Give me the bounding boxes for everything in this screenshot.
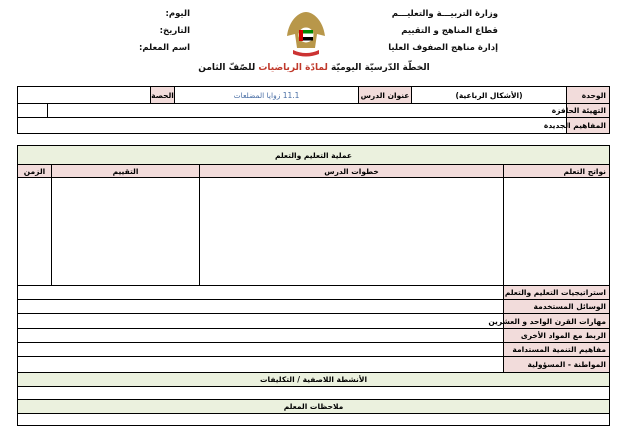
day-label: اليوم: xyxy=(165,9,190,19)
lesson-value[interactable]: 11.1 زوايا المضلعات xyxy=(174,86,359,104)
assessment-header: التقييم xyxy=(51,164,200,178)
time-header: الزمن xyxy=(17,164,52,178)
citizenship-value[interactable] xyxy=(17,356,504,373)
unit-value[interactable]: (الأشكال الرباعية) xyxy=(411,86,567,104)
notes-header: ملاحظات المعلم xyxy=(17,399,610,414)
ministry-header xyxy=(388,6,498,57)
notes-value[interactable] xyxy=(17,413,610,426)
title-subject: لمادّة الرياضيات xyxy=(255,63,328,73)
lesson-label: عنوان الدرس xyxy=(358,86,412,104)
steps-cell[interactable] xyxy=(199,177,504,286)
time-cell[interactable] xyxy=(17,177,52,286)
period-label: الحصة xyxy=(150,86,175,104)
sustainability-label: مفاهيم التنمية المستدامة xyxy=(503,342,610,357)
steps-header: خطوات الدرس xyxy=(199,164,504,178)
title-part: الخطّة الدّرسيّة اليوميّة xyxy=(327,63,430,73)
meta-fields xyxy=(139,6,190,57)
citizenship-label: المواطنة - المسؤولية xyxy=(503,356,610,373)
period-value[interactable] xyxy=(17,86,151,104)
sustainability-value[interactable] xyxy=(17,342,504,357)
uae-emblem-icon xyxy=(285,8,327,58)
date-label: التاريخ: xyxy=(159,26,190,36)
concepts-label: المفاهيم الجديدة xyxy=(566,117,610,134)
assessment-cell[interactable] xyxy=(51,177,200,286)
outcomes-cell[interactable] xyxy=(503,177,610,286)
activities-value[interactable] xyxy=(17,386,610,400)
ministry-line: وزارة التربيـــة والتعليـــم xyxy=(391,9,498,19)
links-label: الربط مع المواد الأخرى xyxy=(503,328,610,343)
links-value[interactable] xyxy=(17,328,504,343)
teacher-label: اسم المعلم: xyxy=(138,43,190,53)
unit-label: الوحدة xyxy=(566,86,610,104)
tools-value[interactable] xyxy=(17,299,504,314)
skills-value[interactable] xyxy=(17,313,504,329)
warmup-label: التهيئة الحافزة xyxy=(566,103,610,118)
strategies-value[interactable] xyxy=(17,285,504,300)
tools-label: الوسائل المستخدمة xyxy=(503,299,610,314)
outcomes-header: نواتج التعلم xyxy=(503,164,610,178)
title-grade: للصّفّ الثامن xyxy=(198,63,256,73)
process-title: عملية التعليم والتعلم xyxy=(17,145,610,165)
warmup-value[interactable] xyxy=(47,103,567,118)
concepts-value[interactable] xyxy=(17,117,567,134)
skills-label: مهارات القرن الواحد و العشرين xyxy=(503,313,610,329)
ministry-line: قطاع المناهج و التقييم xyxy=(401,26,498,36)
ministry-line: إدارة مناهج الصفوف العليا xyxy=(388,43,498,53)
activities-header: الأنشطة اللاصفية / التكليفات xyxy=(17,372,610,387)
warmup-extra[interactable] xyxy=(17,103,48,118)
strategies-label: استراتيجيات التعليم والتعلم xyxy=(503,285,610,300)
page-title xyxy=(0,63,628,73)
